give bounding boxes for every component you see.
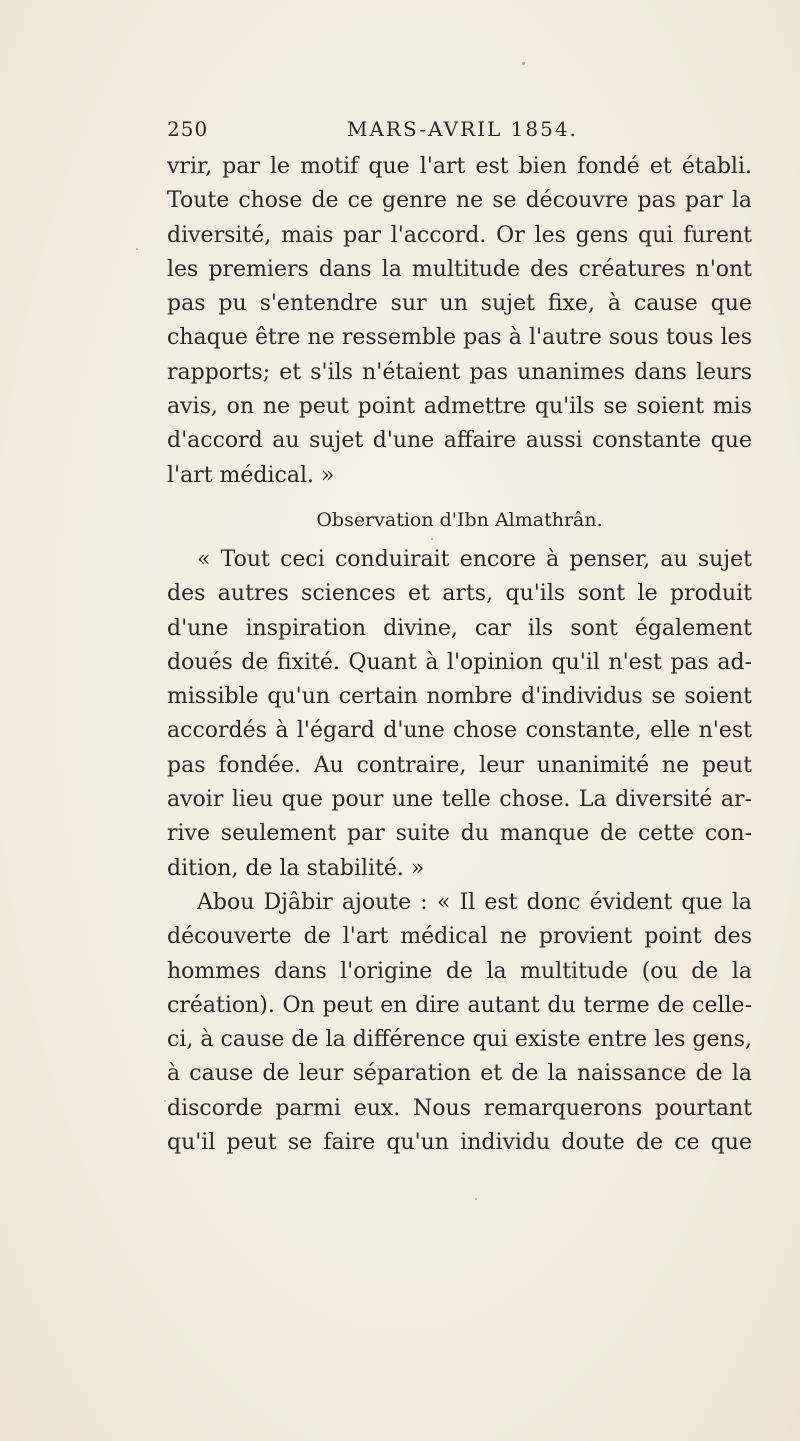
- text-line: découverte de l'art médical ne provient point des: [167, 924, 752, 950]
- paper-speck: [164, 1100, 166, 1102]
- text-line: avoir lieu que pour une telle chose. La diversité ar-: [167, 787, 752, 813]
- text-line: l'art médical. »: [167, 462, 335, 488]
- text-line: pas fondée. Au contraire, leur unanimité ne peut: [167, 752, 752, 778]
- text-line: pas pu s'entendre sur un sujet fixe, à cause que: [167, 291, 752, 317]
- text-line: Toute chose de ce genre ne se découvre pas par la: [167, 188, 752, 214]
- section-heading: Observation d'Ibn Almathrân.: [316, 508, 603, 531]
- page-number: 250: [167, 117, 209, 141]
- paper-speck: [475, 1198, 477, 1200]
- text-line: à cause de leur séparation et de la naissance de la: [167, 1061, 752, 1087]
- text-line: doués de fixité. Quant à l'opinion qu'il n'est pas ad-: [167, 649, 752, 675]
- paper-speck: [431, 538, 433, 540]
- text-line: ci, à cause de la différence qui existe entre les gens,: [167, 1027, 752, 1053]
- text-line: d'une inspiration divine, car ils sont également: [167, 615, 752, 641]
- text-line: des autres sciences et arts, qu'ils sont le produit: [167, 581, 752, 607]
- paper-speck: [522, 62, 525, 65]
- text-line: qu'il peut se faire qu'un individu doute de ce que: [167, 1130, 752, 1156]
- text-line: création). On peut en dire autant du terme de celle-: [167, 992, 752, 1018]
- text-line: hommes dans l'origine de la multitude (ou de la: [167, 958, 752, 984]
- text-line: rive seulement par suite du manque de cette con-: [167, 821, 752, 847]
- paper-speck: [136, 248, 138, 250]
- text-line: discorde parmi eux. Nous remarquerons pourtant: [167, 1095, 752, 1121]
- page-header: [167, 117, 752, 143]
- text-line: chaque être ne ressemble pas à l'autre sous tous les: [167, 325, 752, 351]
- running-head: MARS-AVRIL 1854.: [347, 117, 578, 141]
- page-body-text: [167, 150, 752, 1160]
- text-line: les premiers dans la multitude des créatures n'ont: [167, 256, 752, 282]
- text-line: Abou Djâbir ajoute : « Il est donc évident que la: [197, 889, 752, 915]
- text-line: « Tout ceci conduirait encore à penser, au sujet: [197, 546, 752, 572]
- text-line: rapports; et s'ils n'étaient pas unanimes dans leurs: [167, 359, 752, 385]
- text-line: d'accord au sujet d'une affaire aussi constante que: [167, 428, 752, 454]
- text-line: avis, on ne peut point admettre qu'ils se soient mis: [167, 394, 752, 420]
- text-line: dition, de la stabilité. »: [167, 855, 425, 881]
- text-line: accordés à l'égard d'une chose constante, elle n'est: [167, 718, 752, 744]
- text-line: diversité, mais par l'accord. Or les gens qui furent: [167, 222, 752, 248]
- text-line: missible qu'un certain nombre d'individus se soient: [167, 684, 752, 710]
- text-line: vrir, par le motif que l'art est bien fondé et établi.: [167, 154, 752, 179]
